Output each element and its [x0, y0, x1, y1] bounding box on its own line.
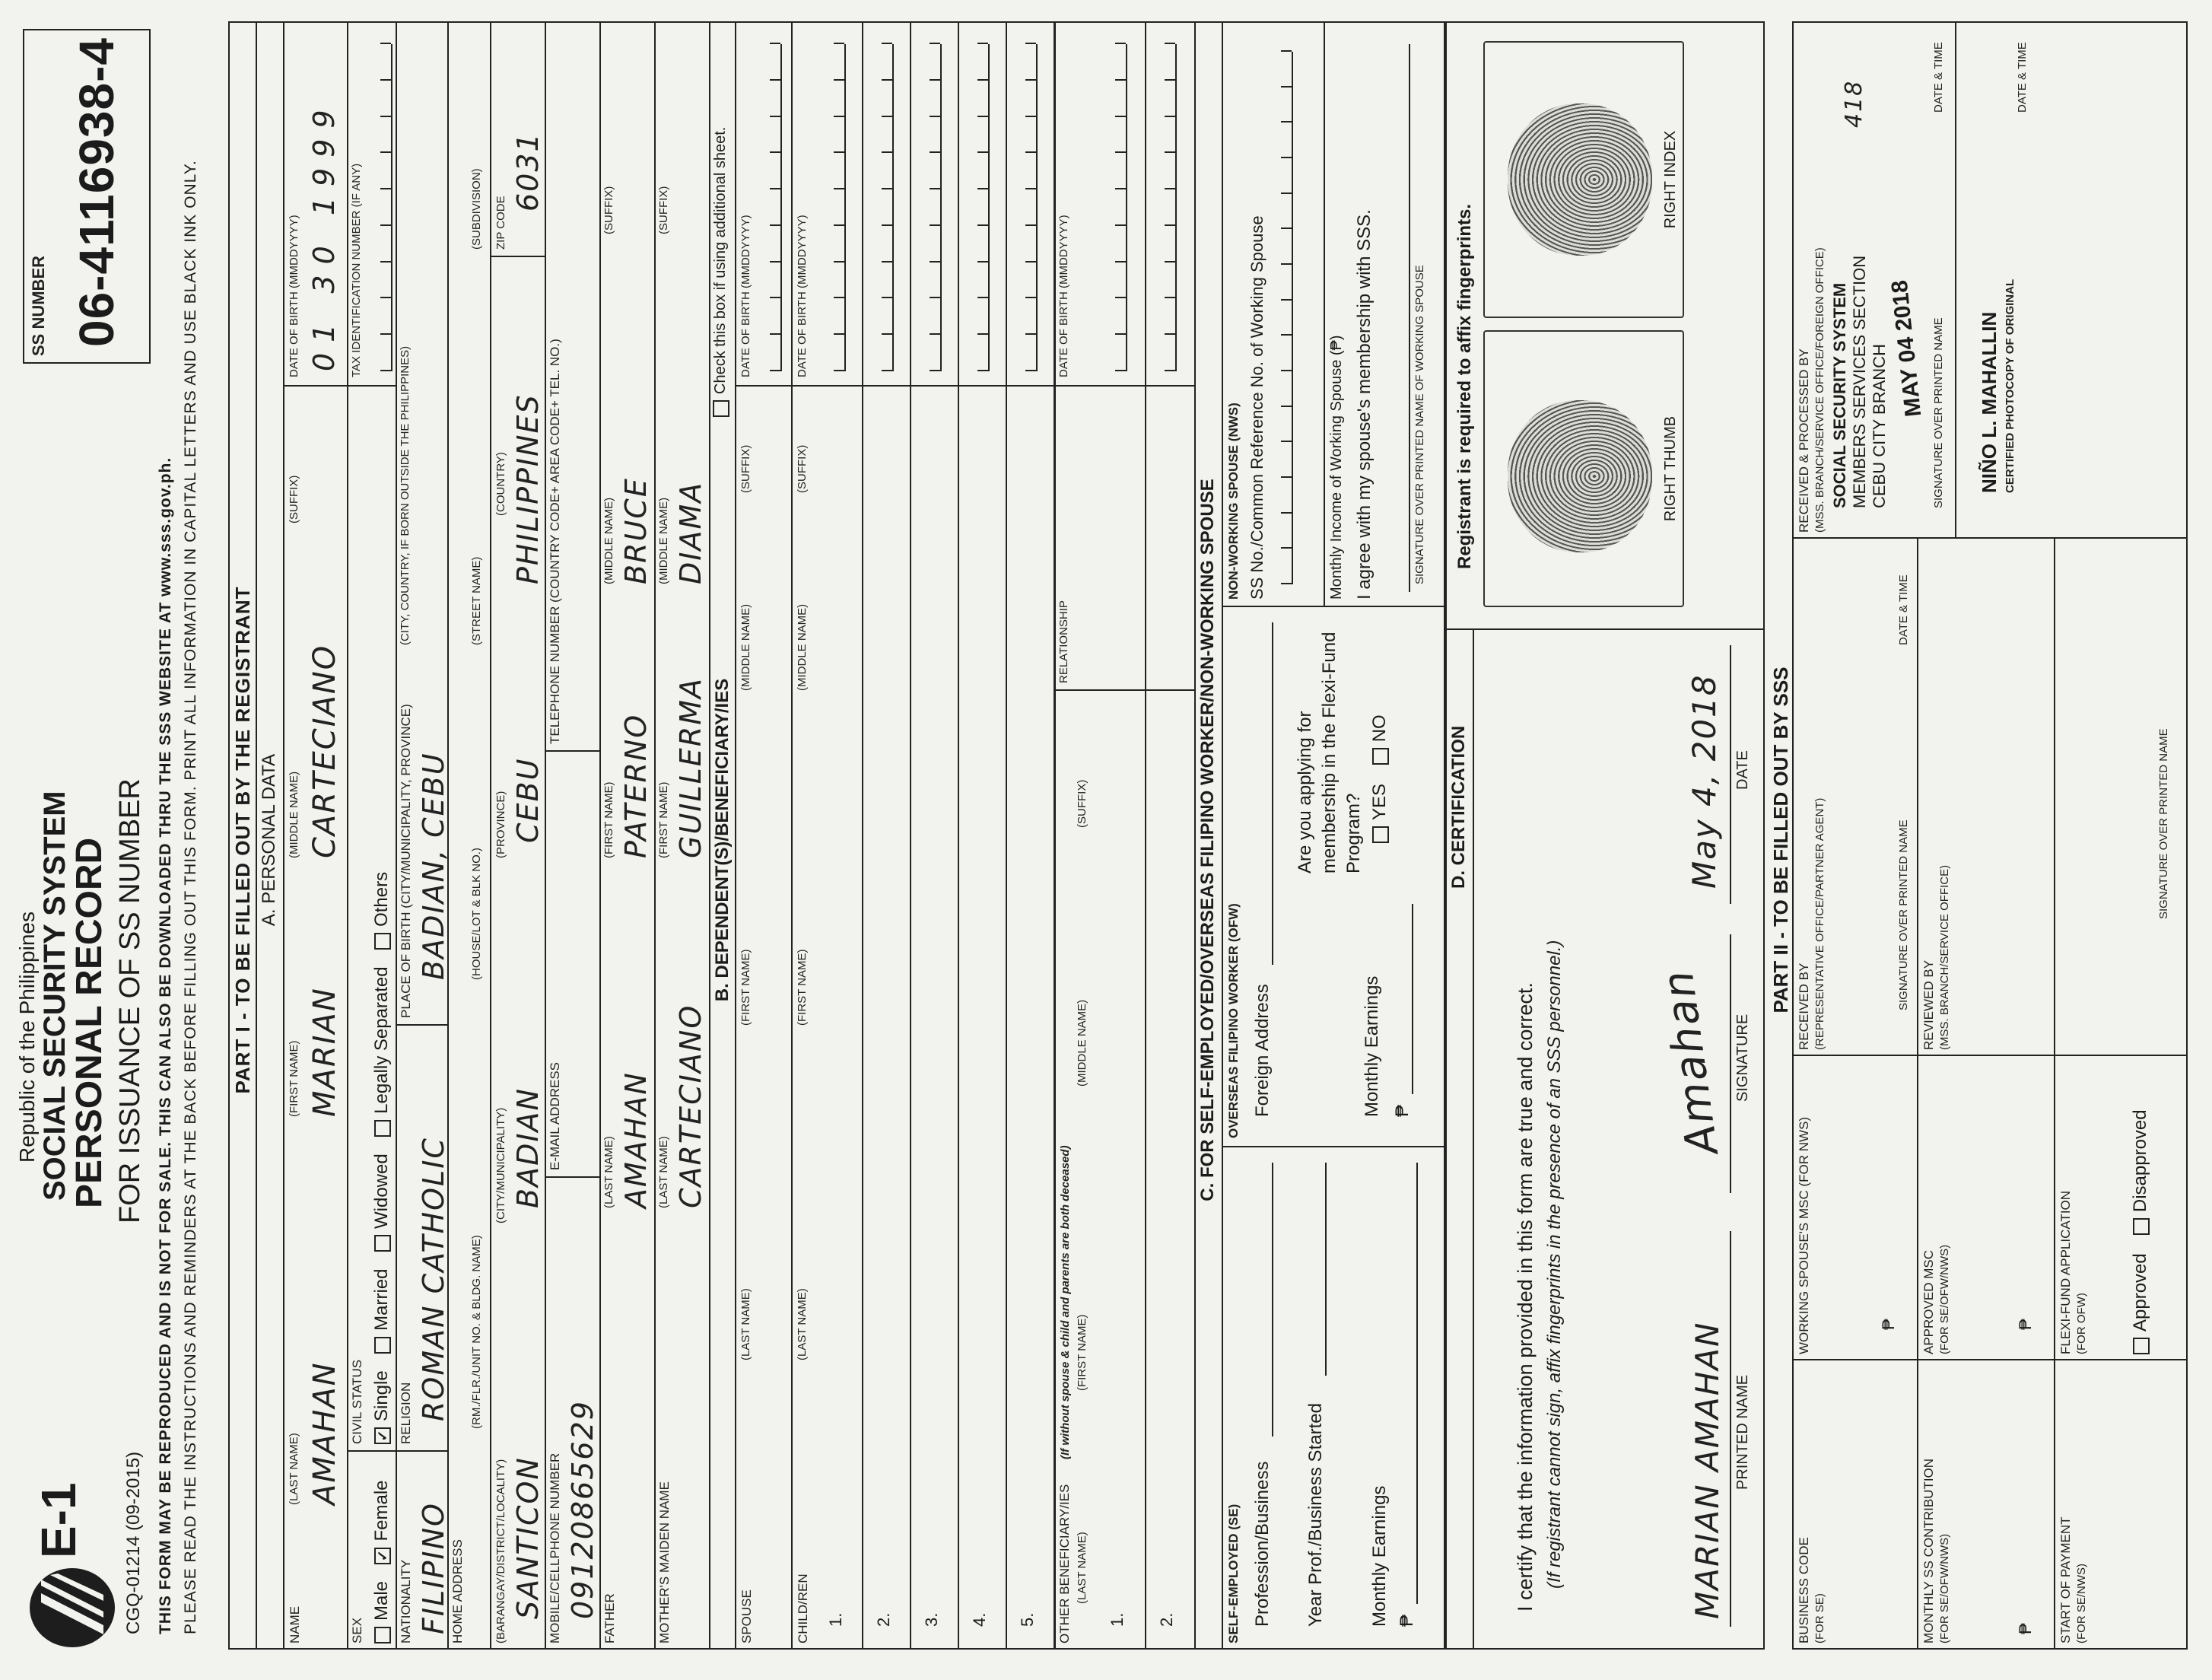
rm-label: (RM./FLR./UNIT NO. & BLDG. NAME) — [470, 1235, 483, 1429]
se-profession-label: Profession/Business — [1252, 1461, 1273, 1627]
father-first-value: PATERNO — [619, 713, 653, 858]
tin-boxes[interactable] — [371, 44, 393, 371]
agency-name: SOCIAL SECURITY SYSTEM — [38, 791, 72, 1201]
pob-value: BADIAN, CEBU — [417, 752, 450, 980]
signature-value: Amahan — [1653, 966, 1728, 1158]
part1-heading: PART I - TO BE FILLED OUT BY THE REGISTRANT — [231, 586, 254, 1094]
approved-msc-peso: ₱ — [2016, 1319, 2035, 1330]
ofw-peso-sign: ₱ — [1392, 1104, 1413, 1117]
nationality-value: FILIPINO — [417, 1502, 450, 1634]
reviewed-by-label: REVIEWED BY — [1921, 959, 1936, 1050]
single-checkbox[interactable]: ✓ — [374, 1427, 391, 1444]
child-dob-boxes[interactable] — [968, 44, 990, 371]
others-checkbox[interactable] — [374, 933, 391, 950]
child-row-line — [958, 21, 959, 1650]
stamp-line-1: SOCIAL SECURITY SYSTEM — [1830, 282, 1849, 508]
country-value: PHILIPPINES — [511, 393, 545, 584]
zip-label: ZIP CODE — [494, 196, 507, 250]
married-checkbox[interactable] — [374, 1337, 391, 1354]
stamp-date: MAY 04 2018 — [1886, 278, 1927, 418]
received-processed-label: RECEIVED & PROCESSED BY — [1797, 348, 1811, 533]
children-suffix-label: (SUFFIX) — [796, 444, 809, 493]
province-label: (PROVINCE) — [494, 791, 507, 858]
approved-checkbox[interactable] — [2133, 1338, 2150, 1354]
received-by-label: RECEIVED BY — [1797, 963, 1811, 1050]
notice-line: THIS FORM MAY BE REPRODUCED AND IS NOT FOR SALE. THIS CAN ALSO BE DOWNLOADED THRU THE SSS WEBSITE AT www.sss.gov.ph. — [157, 457, 174, 1634]
section-a-heading: A. PERSONAL DATA — [259, 753, 279, 927]
se-year-label: Year Prof./Business Started — [1305, 1403, 1326, 1627]
se-label: SELF-EMPLOYED (SE) — [1226, 1503, 1241, 1643]
civil-status-options — [371, 858, 393, 1444]
received-sig-label: SIGNATURE OVER PRINTED NAME — [1897, 819, 1910, 1010]
sex-label: SEX — [350, 1617, 364, 1643]
subdivision-label: (SUBDIVISION) — [470, 168, 483, 250]
start-payment-sub: (FOR SE/NWS) — [2075, 1564, 2088, 1643]
other-row-number: 1. — [1108, 1612, 1127, 1627]
nws-label: NON-WORKING SPOUSE (NWS) — [1226, 402, 1241, 600]
city-label: (CITY/MUNICIPALITY) — [494, 1107, 507, 1223]
certified-date-label: DATE & TIME — [2016, 42, 2029, 113]
father-last-label: (LAST NAME) — [602, 1136, 615, 1208]
certify-text: I certify that the information provided in this form are true and correct. — [1514, 982, 1537, 1612]
flexi-disapproved[interactable]: Disapproved — [2130, 1109, 2151, 1235]
child-dob-boxes[interactable] — [825, 44, 846, 371]
nationality-label: NATIONALITY — [399, 1559, 413, 1643]
monthly-ss-sub: (FOR SE/OFW/NWS) — [1938, 1533, 1951, 1643]
business-code-sub: (FOR SE) — [1813, 1593, 1826, 1643]
flexi-question: Are you applying for membership in the Flexi-Fund Program? — [1295, 632, 1364, 873]
barangay-label: (BARANGAY/DISTRICT/LOCALITY) — [494, 1459, 507, 1643]
right-index-print — [1508, 103, 1652, 256]
stamp-number: 418 — [1841, 79, 1867, 128]
right-thumb-print — [1508, 400, 1652, 552]
other-row-line — [1145, 21, 1146, 1650]
last-name-label: (LAST NAME) — [288, 1433, 300, 1505]
child-dob-boxes[interactable] — [1016, 44, 1038, 371]
father-middle-label: (MIDDLE NAME) — [602, 497, 615, 584]
form-version: CGQ-01214 (09-2015) — [123, 1451, 144, 1634]
mother-suffix-label: (SUFFIX) — [657, 186, 670, 234]
flexi-options — [1369, 701, 1390, 843]
father-last-value: AMAHAN — [619, 1071, 653, 1208]
certify-note: (If registrant cannot sign, affix fingerprints in the presence of an SSS personnel.) — [1544, 940, 1565, 1589]
cs-widowed[interactable]: Widowed — [371, 1153, 393, 1252]
processed-sig-label: SIGNATURE OVER PRINTED NAME — [1932, 317, 1945, 508]
right-thumb-box[interactable] — [1483, 330, 1684, 607]
spouse-dob-label: DATE OF BIRTH (MMDDYYYY) — [739, 215, 752, 377]
spouse-first-label: (FIRST NAME) — [739, 949, 752, 1026]
ofw-label: OVERSEAS FILIPINO WORKER (OFW) — [1226, 903, 1241, 1138]
right-thumb-label: RIGHT THUMB — [1662, 415, 1679, 522]
right-index-box[interactable] — [1483, 41, 1684, 318]
children-label: CHILD/REN — [796, 1573, 810, 1643]
nws-signature-label: SIGNATURE OVER PRINTED NAME OF WORKING SPOUSE — [1413, 265, 1426, 584]
sex-options — [371, 1466, 393, 1643]
child-row-line — [910, 21, 911, 1650]
spouse-last-label: (LAST NAME) — [739, 1288, 752, 1360]
form-subtitle: FOR ISSUANCE OF SS NUMBER — [114, 778, 146, 1223]
monthly-ss-peso: ₱ — [2016, 1623, 2035, 1634]
working-spouse-msc-label: WORKING SPOUSE'S MSC (FOR NWS) — [1797, 1116, 1811, 1354]
sss-stamp — [1830, 256, 1889, 508]
ss-number-label: SS NUMBER — [29, 255, 48, 356]
section-b-heading: B. DEPENDENT(S)/BENEFICIARY/IES — [712, 678, 733, 1002]
form-title: PERSONAL RECORD — [69, 837, 110, 1208]
mother-middle-value: DIAMA — [674, 481, 707, 584]
mother-last-label: (LAST NAME) — [657, 1136, 670, 1208]
child-row-number: 1. — [826, 1612, 845, 1627]
business-code-label: BUSINESS CODE — [1797, 1537, 1811, 1643]
child-row-line — [862, 21, 863, 1650]
section-d-heading: D. CERTIFICATION — [1448, 725, 1469, 889]
children-first-label: (FIRST NAME) — [796, 949, 809, 1026]
sss-logo — [27, 1566, 117, 1650]
male-checkbox[interactable] — [374, 1627, 391, 1643]
disapproved-checkbox[interactable] — [2133, 1218, 2150, 1235]
right-index-label: RIGHT INDEX — [1662, 130, 1679, 229]
nws-ss-ref-label: SS No./Common Reference No. of Working Spouse — [1247, 215, 1266, 600]
cs-legally-separated[interactable]: Legally Separated — [371, 966, 393, 1136]
working-spouse-peso: ₱ — [1879, 1319, 1898, 1330]
flexi-yes[interactable]: YES — [1369, 784, 1390, 843]
mobile-label: MOBILE/CELLPHONE NUMBER — [548, 1452, 562, 1643]
received-processed-sub: (MSS. BRANCH/SERVICE OFFICE/FOREIGN OFFICE) — [1813, 247, 1826, 533]
republic-label: Republic of the Philippines — [15, 912, 39, 1163]
received-by-sub: (REPRESENTATIVE OFFICE/PARTNER AGENT) — [1813, 797, 1826, 1050]
street-label: (STREET NAME) — [470, 556, 483, 645]
reviewed-by-sub: (MSS. BRANCH/SERVICE OFFICE) — [1938, 864, 1951, 1050]
mother-label: MOTHER'S MAIDEN NAME — [657, 1481, 672, 1643]
other-suffix-label: (SUFFIX) — [1076, 779, 1089, 828]
section-c-heading: C. FOR SELF-EMPLOYED/OVERSEAS FILIPINO WORKER/NON-WORKING SPOUSE — [1197, 479, 1218, 1201]
mother-first-label: (FIRST NAME) — [657, 781, 670, 858]
flexi-no-checkbox[interactable] — [1372, 748, 1389, 765]
sex-female[interactable]: ✓Female — [371, 1480, 393, 1564]
mother-last-value: CARTECIANO — [674, 1004, 707, 1208]
last-name-value: AMAHAN — [307, 1361, 342, 1505]
reviewed-sig-label: SIGNATURE OVER PRINTED NAME — [2157, 728, 2170, 919]
religion-value: ROMAN CATHOLIC — [417, 1137, 450, 1421]
spouse-dob-boxes[interactable] — [761, 44, 782, 371]
sex-male[interactable]: Male — [371, 1581, 393, 1643]
start-payment-label: START OF PAYMENT — [2058, 1516, 2073, 1643]
other-last-label: (LAST NAME) — [1076, 1532, 1089, 1604]
additional-sheet-option[interactable]: Check this box if using additional sheet. — [712, 127, 729, 417]
ss-number-box — [23, 29, 151, 364]
cs-married[interactable]: Married — [371, 1268, 393, 1353]
mother-middle-label: (MIDDLE NAME) — [657, 497, 670, 584]
province-value: CEBU — [511, 757, 545, 843]
received-date-label: DATE & TIME — [1897, 574, 1910, 645]
part2-heading: PART II - TO BE FILLED OUT BY SSS — [1769, 667, 1792, 1013]
stamp-line-3: CEBU CITY BRANCH — [1870, 344, 1889, 508]
other-beneficiaries-note: (If without spouse & child and parents are both deceased) — [1059, 1145, 1072, 1459]
name-label: NAME — [288, 1605, 302, 1643]
date-value: May 4, 2018 — [1686, 673, 1723, 889]
flexi-app-sub: (FOR OFW) — [2075, 1293, 2088, 1354]
house-label: (HOUSE/LOT & BLK NO.) — [470, 848, 483, 980]
zip-value: 6031 — [511, 132, 545, 212]
email-label: E-MAIL ADDRESS — [548, 1061, 562, 1170]
pob-alt-label: (CITY, COUNTRY, IF BORN OUTSIDE THE PHILIPPINES) — [399, 345, 412, 645]
child-row-number: 4. — [970, 1612, 989, 1627]
se-peso-sign: ₱ — [1397, 1614, 1417, 1627]
other-dob-boxes[interactable] — [1106, 44, 1127, 371]
mobile-value: 09120865629 — [566, 1400, 599, 1619]
instruction-line: PLEASE READ THE INSTRUCTIONS AND REMINDERS AT THE BACK BEFORE FILLING OUT THIS FORM. PRINT ALL INFORMATION IN CAPITAL LETTERS AND USE BLACK INK ONLY. — [182, 160, 199, 1634]
approved-msc-label: APPROVED MSC — [1921, 1250, 1936, 1354]
stamp-name-note: CERTIFIED PHOTOCOPY OF ORIGINAL — [2004, 278, 2017, 493]
ofw-earnings-label: Monthly Earnings — [1362, 975, 1382, 1117]
telephone-label: TELEPHONE NUMBER (COUNTRY CODE+ AREA CODE+ TEL. NO.) — [548, 339, 562, 744]
religion-label: RELIGION — [399, 1382, 413, 1444]
date-label: DATE — [1734, 750, 1751, 790]
stamp-line-2: MEMBERS SERVICES SECTION — [1850, 255, 1869, 508]
other-first-label: (FIRST NAME) — [1076, 1314, 1089, 1391]
spouse-middle-label: (MIDDLE NAME) — [739, 603, 752, 691]
flexi-approved[interactable]: Approved — [2130, 1253, 2151, 1354]
civil-status-label: CIVIL STATUS — [350, 1359, 364, 1444]
se-earnings-label: Monthly Earnings — [1369, 1485, 1390, 1627]
widowed-checkbox[interactable] — [374, 1235, 391, 1252]
ofw-address-label: Foreign Address — [1252, 984, 1273, 1117]
stamp-name: NIÑO L. MAHALLIN — [1978, 311, 2001, 493]
other-middle-label: (MIDDLE NAME) — [1076, 999, 1089, 1087]
legally-separated-checkbox[interactable] — [374, 1120, 391, 1137]
father-first-label: (FIRST NAME) — [602, 781, 615, 858]
home-address-label: HOME ADDRESS — [450, 1539, 465, 1643]
child-row-number: 3. — [922, 1612, 941, 1627]
spouse-suffix-label: (SUFFIX) — [739, 444, 752, 493]
flexi-no[interactable]: NO — [1369, 714, 1390, 765]
other-row-number: 2. — [1157, 1612, 1176, 1627]
approved-msc-sub: (FOR SE/OFW/NWS) — [1938, 1244, 1951, 1354]
first-name-value: MARIAN — [307, 987, 342, 1117]
child-row-number: 2. — [874, 1612, 893, 1627]
middle-name-label: (MIDDLE NAME) — [288, 771, 300, 858]
children-dob-label: DATE OF BIRTH (MMDDYYYY) — [796, 215, 809, 377]
nws-income-label: Monthly Income of Working Spouse (₱) — [1328, 335, 1345, 600]
pob-label: PLACE OF BIRTH (CITY/MUNICIPALITY, PROVINCE) — [399, 704, 413, 1018]
nws-ss-boxes[interactable] — [1272, 52, 1293, 584]
flexi-app-options — [2130, 1096, 2151, 1354]
printed-name-value: MARIAN AMAHAN — [1689, 1321, 1726, 1619]
mother-first-value: GUILLERMA — [674, 676, 707, 858]
father-label: FATHER — [602, 1593, 617, 1643]
first-name-label: (FIRST NAME) — [288, 1040, 300, 1117]
other-dob-label: DATE OF BIRTH (MMDDYYYY) — [1057, 215, 1070, 377]
ss-number-value: 06-4116938-4 — [69, 37, 124, 347]
signature-label: SIGNATURE — [1734, 1013, 1751, 1102]
child-dob-boxes[interactable] — [872, 44, 894, 371]
flexi-yes-checkbox[interactable] — [1372, 826, 1389, 843]
female-checkbox[interactable]: ✓ — [374, 1548, 391, 1564]
other-beneficiaries-label: OTHER BENEFICIARY/IES — [1057, 1484, 1072, 1643]
other-dob-boxes[interactable] — [1155, 44, 1177, 371]
printed-name-label: PRINTED NAME — [1734, 1374, 1751, 1490]
nws-agree: I agree with my spouse's membership with SSS. — [1354, 209, 1375, 600]
middle-name-value: CARTECIANO — [307, 644, 342, 858]
monthly-ss-label: MONTHLY SS CONTRIBUTION — [1921, 1458, 1936, 1643]
children-last-label: (LAST NAME) — [796, 1288, 809, 1360]
child-row-line — [1006, 21, 1007, 1650]
form-code: E-1 — [31, 1482, 86, 1558]
barangay-value: SANTICON — [511, 1456, 545, 1619]
child-row-number: 5. — [1018, 1612, 1037, 1627]
cs-single[interactable]: ✓Single — [371, 1370, 393, 1444]
city-value: BADIAN — [511, 1087, 545, 1208]
child-dob-boxes[interactable] — [920, 44, 942, 371]
dob-label: DATE OF BIRTH (MMDDYYYY) — [288, 215, 300, 377]
country-label: (COUNTRY) — [494, 452, 507, 516]
fingerprint-note: Registrant is required to affix fingerprints. — [1454, 203, 1475, 569]
additional-sheet-checkbox[interactable] — [713, 400, 729, 417]
relationship-label: RELATIONSHIP — [1057, 600, 1070, 683]
processed-date-label: DATE & TIME — [1932, 42, 1945, 113]
father-suffix-label: (SUFFIX) — [602, 186, 615, 234]
dob-value: 01 30 1999 — [307, 99, 341, 371]
children-middle-label: (MIDDLE NAME) — [796, 603, 809, 691]
tin-label: TAX IDENTIFICATION NUMBER (IF ANY) — [350, 163, 363, 377]
father-middle-value: BRUCE — [619, 477, 653, 584]
suffix-label: (SUFFIX) — [288, 475, 300, 523]
spouse-label: SPOUSE — [739, 1589, 754, 1643]
flexi-app-label: FLEXI-FUND APPLICATION — [2058, 1190, 2073, 1354]
cs-others[interactable]: Others — [371, 872, 393, 950]
